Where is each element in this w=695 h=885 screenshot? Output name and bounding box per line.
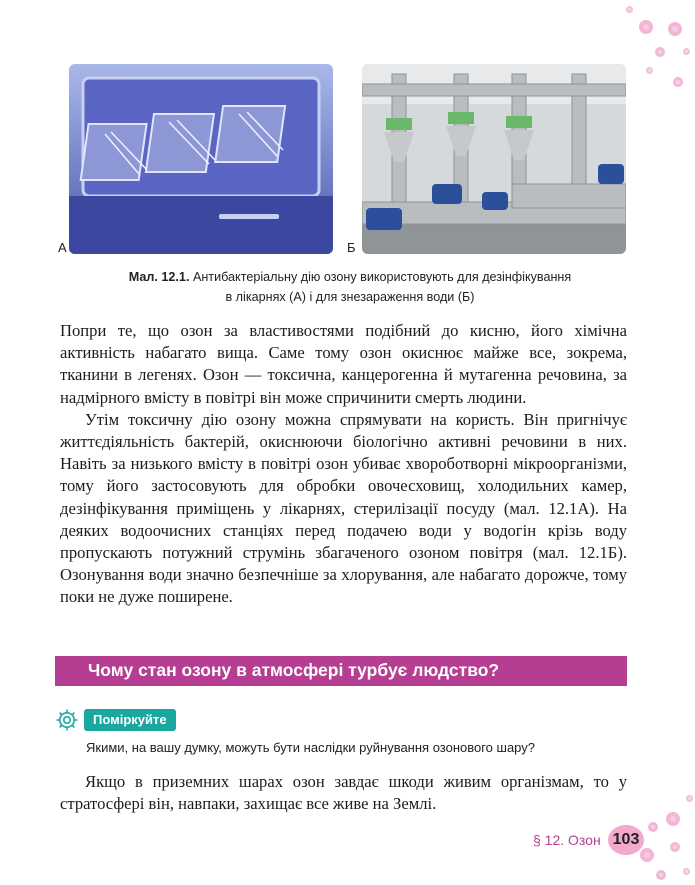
decor-dot [640,848,654,862]
decor-dot [639,20,653,34]
decor-dot [683,868,690,875]
decor-dot [646,67,653,74]
think-question: Якими, на вашу думку, можуть бути наслідки руйнування озонового шару? [86,740,535,755]
paragraph-1: Попри те, що озон за властивостями подібний до кисню, його хімічна активність набагато вища. Саме тому озон окиснює майже все, зокрема, тканини в легенях. Озон — токсична, канцерогенна й мутагенна речовина, за надмірного вмісту в повітрі він може спричинити смерть людини. [60,321,627,407]
gear-icon [55,708,79,732]
caption-line-1: Антибактеріальну дію озону використовують для дезінфікування [192,270,572,284]
decor-dot [683,48,690,55]
caption-line-2: в лікарнях (А) і для знезараження води (Б) [225,290,475,304]
caption-label: Мал. 12.1. [128,270,190,284]
paragraph-2: Утім токсичну дію озону можна спрямувати на користь. Він пригнічує життєдіяльність бактерій, окиснюючи біологічно активні речовини в них. Навіть за низького вмісту в повітрі озон убиває хвороботворні мікроорганізми, тому його застосовують для обробки овочесховищ, холодильних камер, дезінфікування приміщень у лікарнях, стерилізації посуду (мал. 12.1А). На деяких водоочисних станціях перед подачею води у водогін крізь воду пропускають потужний струмінь збагаченого озоном повітря (мал. 12.1Б). Озонування води значно безпечніше за хлорування, але набагато дорожче, тому поки не дуже поширене. [60,409,627,607]
photo-b-letter: Б [347,240,356,255]
photo-a-letter: А [58,240,67,255]
decor-dot [686,795,693,802]
decor-dot [648,822,658,832]
decor-dot [668,22,682,36]
page-number: 103 [608,825,644,855]
closing-paragraph: Якщо в приземних шарах озон завдає шкоди живим організмам, то у стратосфері він, навпаки, захищає все живе на Землі. [60,772,627,814]
think-label: Поміркуйте [84,709,176,731]
decor-dot [666,812,680,826]
section-heading [55,656,627,686]
decor-dot [670,842,680,852]
decor-dot [655,47,665,57]
footer-section-title: § 12. Озон [533,832,601,848]
decor-dot [656,870,666,880]
main-text [60,320,627,609]
photo-water-treatment [362,64,626,254]
figure-caption [60,267,640,307]
decor-dot [626,6,633,13]
photo-sterilizer [69,64,333,254]
section-heading-text: Чому стан озону в атмосфері турбує людство? [88,660,500,680]
closing-text [60,771,627,815]
decor-dot [673,77,683,87]
